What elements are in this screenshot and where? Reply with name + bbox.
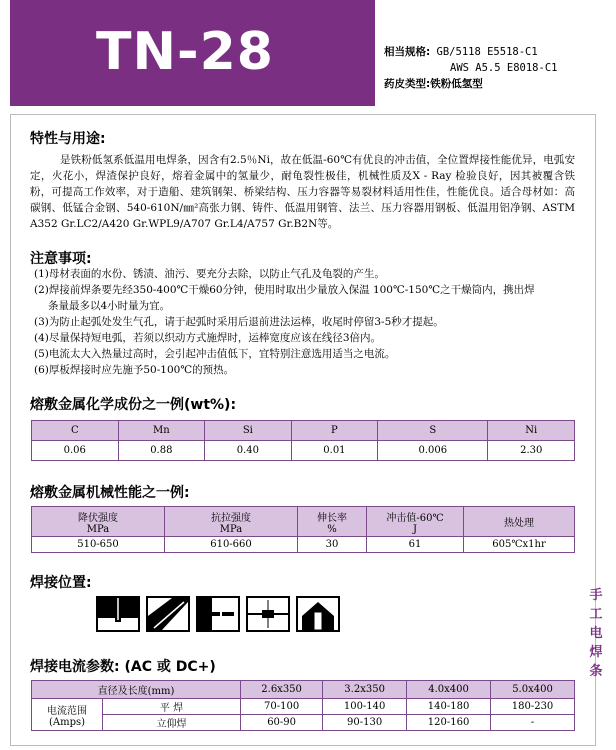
note-item: (2)焊接前焊条要先经350-400℃干燥60分钟，使用时取出少量放入保温 100℃-150℃之干燥筒内，携出焊 (34, 284, 535, 296)
current-header-size: 2.6x350 (241, 681, 323, 699)
current-range-label (32, 699, 103, 731)
note-item: 条量最多以4小时量为宜。 (48, 300, 171, 312)
weld-position-icons (96, 596, 340, 632)
chem-heading: 熔敷金属化学成份之一例(wt%): (30, 397, 237, 413)
note-item: (3)为防止起弧处发生气孔，请于起弧时采用后退前进法运棒，收尾时停留3-5秒才提起。 (34, 316, 444, 328)
mech-header-tensile-label: 抗拉强度 (211, 512, 251, 524)
spec-label-coating: 药皮类型: (384, 78, 431, 90)
current-vert-cell: 90-130 (323, 715, 407, 731)
mech-value-cell: 30 (298, 537, 367, 553)
features-text: 是铁粉低氢系低温用电焊条，因含有2.5％Ni，故在低温-60℃有优良的冲击值，全位置焊接性能优异，电弧安定，火花小，焊渣保护良好，熔着金属中的氢量少，耐龟裂性极佳，机械性质及X - Ray 检验良好，因其被覆含铁粉，可提高工作效率，对于造船、建筑钢架、桥梁结构、压力容器等易裂材料适用性佳，性能优良。适合母材如：高碳钢、低锰合金钢、540-610N/㎜²高张力钢、铸件、低温用钢管、法兰、压力容器用钢板、低温用铝净钢、ASTM A352 Gr.LC2/A420 Gr.WPL9/A707 Gr.L4/A757 Gr.B2N等。 (30, 154, 575, 230)
mech-header-impact-label: 冲击值-60℃ (386, 512, 444, 524)
current-header-size: 4.0x400 (407, 681, 491, 699)
chem-value-cell: 0.01 (291, 441, 378, 461)
mech-header-tensile (165, 507, 298, 537)
overhead-position-icon (246, 596, 290, 632)
header (0, 0, 616, 112)
mech-value-row (32, 537, 575, 553)
chem-header-cell: Ni (488, 421, 575, 441)
mech-value-cell: 610-660 (165, 537, 298, 553)
features-heading: 特性与用途: (30, 131, 106, 147)
mech-header-yield-unit: MPa (86, 523, 110, 535)
chem-value-row (32, 441, 575, 461)
current-heading: 焊接电流参数: (AC 或 DC+) (30, 659, 216, 675)
chem-table (31, 420, 575, 461)
title-block (10, 0, 375, 106)
product-title: TN-28 (96, 22, 274, 82)
mech-header-heat: 热处理 (464, 507, 575, 537)
chem-value-cell: 0.88 (118, 441, 205, 461)
current-range-label-1: 电流范围 (47, 705, 87, 717)
spec-coating-type: 铁粉低氢型 (430, 78, 483, 90)
note-item: (1)母材表面的水份、锈渍、油污、要充分去除，以防止气孔及龟裂的产生。 (34, 268, 385, 280)
current-flat-cell: 70-100 (241, 699, 323, 715)
spec-block (384, 44, 557, 92)
spec-standard-gb: GB/5118 E5518-C1 (436, 46, 538, 58)
chem-value-cell: 0.006 (378, 441, 488, 461)
side-char: 条 (589, 664, 603, 679)
note-item: (4)尽量保持短电弧，若须以织动方式施焊时，运棒宽度应该在线径3倍内。 (34, 332, 382, 344)
current-header-row (32, 681, 575, 699)
current-vert-cell: - (491, 715, 575, 731)
current-vert-cell: 60-90 (241, 715, 323, 731)
side-char: 焊 (589, 645, 603, 660)
chem-header-row (32, 421, 575, 441)
current-range-label-2: (Amps) (48, 716, 86, 728)
chem-header-cell: Si (205, 421, 292, 441)
current-header-size: 5.0x400 (491, 681, 575, 699)
vertical-position-icon (196, 596, 240, 632)
pipe-position-icon (296, 596, 340, 632)
side-char: 工 (589, 607, 603, 622)
mech-value-cell: 605℃x1hr (464, 537, 575, 553)
mech-heading: 熔敷金属机械性能之一例: (30, 485, 190, 501)
notes-heading: 注意事项: (30, 251, 92, 267)
horizontal-position-icon (146, 596, 190, 632)
chem-header-cell: C (32, 421, 119, 441)
current-flat-cell: 180-230 (491, 699, 575, 715)
mech-header-yield-label: 降伏强度 (78, 512, 118, 524)
side-char: 手 (589, 588, 603, 603)
current-flat-cell: 100-140 (323, 699, 407, 715)
current-vert-cell: 120-160 (407, 715, 491, 731)
mech-header-impact-unit: J (412, 523, 417, 535)
current-table (31, 680, 575, 731)
mech-header-yield (32, 507, 165, 537)
mech-value-cell: 510-650 (32, 537, 165, 553)
flat-position-icon (96, 596, 140, 632)
mech-header-tensile-unit: MPa (219, 523, 243, 535)
chem-value-cell: 0.40 (205, 441, 292, 461)
current-header-size: 3.2x350 (323, 681, 407, 699)
position-heading: 焊接位置: (30, 575, 92, 591)
note-item: (6)厚板焊接时应先施予50-100℃的预热。 (34, 364, 235, 376)
current-vert-label: 立仰焊 (103, 715, 241, 731)
current-flat-cell: 140-180 (407, 699, 491, 715)
chem-header-cell: Mn (118, 421, 205, 441)
mech-header-elong-unit: % (327, 523, 337, 535)
chem-header-cell: P (291, 421, 378, 441)
mech-table (31, 506, 575, 553)
current-header-diam: 直径及长度(mm) (32, 681, 241, 699)
mech-header-row (32, 507, 575, 537)
spec-standard-aws: AWS A5.5 E8018-C1 (450, 62, 558, 74)
mech-header-elong (298, 507, 367, 537)
chem-header-cell: S (378, 421, 488, 441)
mech-value-cell: 61 (367, 537, 464, 553)
spec-label-standard: 相当规格: (384, 46, 431, 58)
chem-value-cell: 2.30 (488, 441, 575, 461)
current-flat-label: 平 焊 (103, 699, 241, 715)
chem-value-cell: 0.06 (32, 441, 119, 461)
current-flat-row (32, 699, 575, 715)
side-category-label (584, 586, 608, 681)
note-item: (5)电流太大入热量过高时，会引起冲击值低下，宜特别注意选用适当之电流。 (34, 348, 396, 360)
current-vert-row (32, 715, 575, 731)
side-char: 电 (589, 626, 603, 641)
mech-header-elong-label: 伸长率 (317, 512, 347, 524)
mech-header-impact (367, 507, 464, 537)
